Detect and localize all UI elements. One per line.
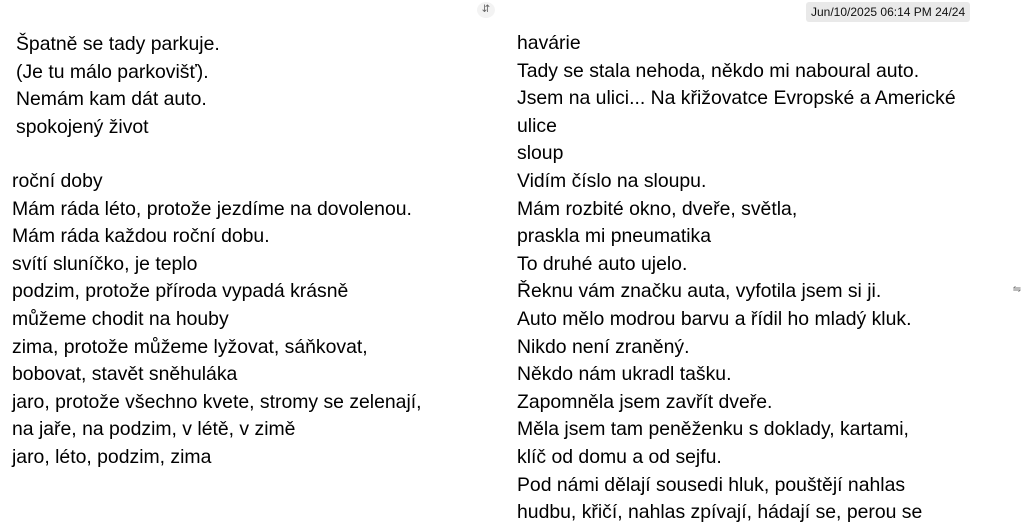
timestamp-badge <box>806 2 970 22</box>
note-line: spokojený život <box>16 115 149 138</box>
note-line: jaro, léto, podzim, zima <box>12 445 212 468</box>
note-line: Zapomněla jsem zavřít dveře. <box>517 390 773 413</box>
left-notes-block1 <box>16 31 220 141</box>
note-line: Vidím číslo na sloupu. <box>517 169 707 192</box>
note-line: Řeknu vám značku auta, vyfotila jsem si ji. <box>517 280 882 303</box>
note-line: roční doby <box>12 170 103 192</box>
note-line: Mám ráda každou roční dobu. <box>12 225 270 248</box>
note-line: Pod námi dělají sousedi hluk, pouštějí nahlas <box>517 473 906 496</box>
note-line: Někdo nám ukradl tašku. <box>517 363 732 386</box>
note-line: jaro, protože všechno kvete, stromy se zelenají, <box>12 390 422 413</box>
note-line: sloup <box>517 142 564 165</box>
note-line: (Je tu málo parkovišť). <box>16 60 209 83</box>
swap-arrows-icon[interactable]: ⇋ <box>1012 284 1022 295</box>
note-line: Měla jsem tam peněženku s doklady, kartami, <box>517 418 909 441</box>
note-line: můžeme chodit na houby <box>12 307 229 330</box>
note-line: Tady se stala nehoda, někdo mi naboural auto. <box>517 59 920 82</box>
note-line: zima, protože můžeme lyžovat, sáňkovat, <box>12 335 368 358</box>
note-line: Nemám kam dát auto. <box>16 88 207 111</box>
page-counter: 24/24 <box>935 5 966 19</box>
note-line: hudbu, křičí, nahlas zpívají, hádají se, perou se <box>517 501 923 524</box>
note-line: Nikdo není zraněný. <box>517 335 690 358</box>
note-line: havárie <box>517 32 581 54</box>
right-notes <box>517 30 956 527</box>
note-line: Auto mělo modrou barvu a řídil ho mladý kluk. <box>517 307 912 330</box>
sync-arrows-icon[interactable]: ⇵ <box>477 2 495 18</box>
note-line: To druhé auto ujelo. <box>517 252 688 275</box>
note-line: praskla mi pneumatika <box>517 225 711 248</box>
left-notes-block2 <box>12 168 422 472</box>
note-line: svítí sluníčko, je teplo <box>12 252 198 275</box>
note-line: bobovat, stavět sněhuláka <box>12 363 238 386</box>
note-line: Jsem na ulici... Na křižovatce Evropské a Americké <box>517 87 956 110</box>
note-line: Mám ráda léto, protože jezdíme na dovolenou. <box>12 197 412 220</box>
note-line: Špatně se tady parkuje. <box>16 33 220 55</box>
note-line: klíč od domu a od sejfu. <box>517 445 722 468</box>
note-line: podzim, protože příroda vypadá krásně <box>12 280 349 303</box>
note-line: na jaře, na podzim, v létě, v zimě <box>12 418 296 441</box>
note-line: Mám rozbité okno, dveře, světla, <box>517 197 798 220</box>
note-line: ulice <box>517 114 557 137</box>
timestamp: Jun/10/2025 06:14 PM <box>811 5 932 19</box>
